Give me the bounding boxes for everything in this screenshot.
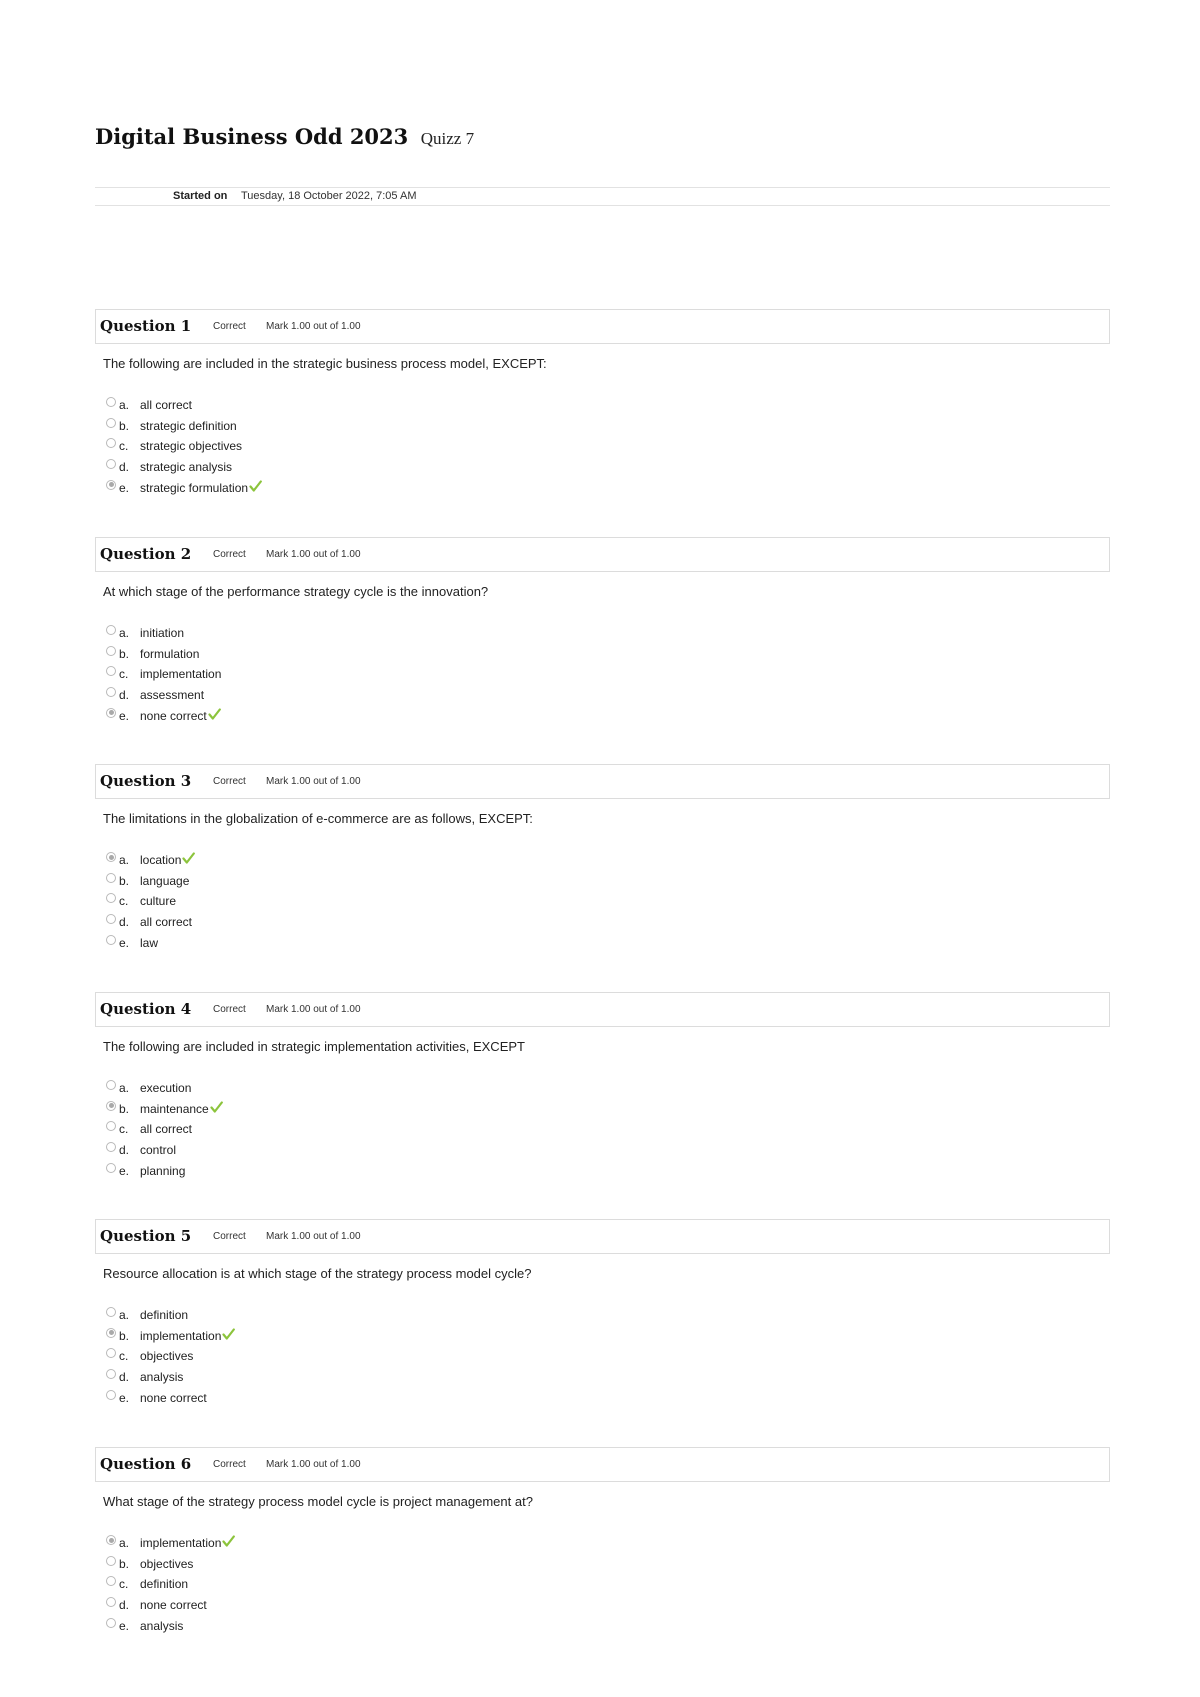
answer-list	[106, 1080, 506, 1183]
question-mark: Mark 1.00 out of 1.00	[266, 549, 361, 560]
question-info-bar	[95, 992, 1110, 1027]
answer-option[interactable]	[106, 1307, 506, 1328]
answer-radio[interactable]	[106, 1390, 116, 1400]
answer-text: all correct	[140, 915, 193, 930]
answer-text: objectives	[140, 1349, 194, 1364]
started-on-label: Started on	[173, 190, 228, 202]
answer-text-wrap	[140, 1576, 188, 1592]
answer-text-wrap	[140, 1369, 183, 1385]
answer-letter: b.	[119, 873, 130, 888]
answer-text: strategic analysis	[140, 460, 233, 475]
answer-text-wrap	[140, 852, 195, 868]
answer-radio[interactable]	[106, 687, 116, 697]
answer-option[interactable]	[106, 893, 506, 914]
answer-radio[interactable]	[106, 873, 116, 883]
answer-text: implementation	[140, 1536, 222, 1550]
answer-text-wrap	[140, 1080, 191, 1096]
question-mark: Mark 1.00 out of 1.00	[266, 1231, 361, 1242]
answer-radio[interactable]	[106, 1618, 116, 1628]
answer-text-wrap	[140, 1307, 188, 1323]
question-number: Question 4	[100, 1000, 192, 1018]
answer-radio[interactable]	[106, 625, 116, 635]
answer-text-wrap	[140, 1328, 235, 1344]
answer-option[interactable]	[106, 1597, 506, 1618]
answer-letter: c.	[119, 1122, 129, 1137]
question-text: The following are included in strategic implementation activities, EXCEPT	[103, 1039, 525, 1054]
question-block	[95, 992, 1110, 1212]
question-block	[95, 1447, 1110, 1667]
answer-text: strategic objectives	[140, 439, 243, 454]
question-mark: Mark 1.00 out of 1.00	[266, 1004, 361, 1015]
question-info-bar	[95, 764, 1110, 799]
answer-text: strategic definition	[140, 418, 237, 433]
answer-option[interactable]	[106, 646, 506, 667]
answer-radio[interactable]	[106, 1369, 116, 1379]
answer-text-wrap	[140, 418, 237, 434]
answer-letter: e.	[119, 935, 130, 950]
answer-text: objectives	[140, 1556, 194, 1571]
question-text: Resource allocation is at which stage of the strategy process model cycle?	[103, 1266, 532, 1281]
answer-radio[interactable]	[106, 914, 116, 924]
correct-check-icon	[208, 708, 221, 721]
question-state: Correct	[213, 1004, 246, 1015]
answer-text: formulation	[140, 646, 200, 661]
question-info-bar	[95, 1219, 1110, 1254]
answer-text: control	[140, 1143, 177, 1158]
answer-option[interactable]	[106, 873, 506, 894]
answer-letter: c.	[119, 667, 129, 682]
answer-text: definition	[140, 1308, 189, 1322]
answer-radio[interactable]	[106, 1163, 116, 1173]
question-number: Question 3	[100, 772, 192, 790]
answer-option[interactable]	[106, 1328, 506, 1349]
correct-check-icon	[249, 480, 262, 493]
answer-text-wrap	[140, 893, 176, 909]
answer-text-wrap	[140, 480, 262, 496]
answer-list	[106, 852, 506, 955]
answer-radio[interactable]	[106, 480, 116, 490]
answer-radio[interactable]	[106, 397, 116, 407]
answer-option[interactable]	[106, 852, 506, 873]
answer-text: language	[140, 873, 190, 888]
answer-text-wrap	[140, 1142, 176, 1158]
answer-letter: e.	[119, 1618, 130, 1633]
answer-radio[interactable]	[106, 1597, 116, 1607]
answer-text: all correct	[140, 398, 193, 412]
question-text: The following are included in the strategic business process model, EXCEPT:	[103, 356, 547, 371]
answer-option[interactable]	[106, 438, 506, 459]
answer-text: analysis	[140, 1618, 184, 1633]
answer-list	[106, 625, 506, 728]
answer-text: implementation	[140, 667, 222, 682]
answer-text: location	[140, 853, 182, 867]
question-number: Question 5	[100, 1227, 192, 1245]
answer-option[interactable]	[106, 1348, 506, 1369]
answer-text-wrap	[140, 1348, 193, 1364]
answer-radio[interactable]	[106, 893, 116, 903]
question-state: Correct	[213, 321, 246, 332]
answer-letter: c.	[119, 894, 129, 909]
correct-check-icon	[222, 1535, 235, 1548]
answer-letter: c.	[119, 1577, 129, 1592]
answer-text-wrap	[140, 666, 221, 682]
answer-letter: d.	[119, 1598, 130, 1613]
answer-text: none correct	[140, 708, 207, 723]
answer-text-wrap	[140, 1597, 207, 1613]
question-state: Correct	[213, 1459, 246, 1470]
answer-letter: d.	[119, 1143, 130, 1158]
answer-text-wrap	[140, 873, 189, 889]
answer-text-wrap	[140, 687, 204, 703]
answer-radio[interactable]	[106, 666, 116, 676]
answer-text: analysis	[140, 1370, 184, 1385]
answer-radio[interactable]	[106, 935, 116, 945]
answer-text-wrap	[140, 625, 184, 641]
answer-option[interactable]	[106, 1142, 506, 1163]
answer-radio[interactable]	[106, 646, 116, 656]
answer-option[interactable]	[106, 1121, 506, 1142]
answer-text: definition	[140, 1577, 189, 1592]
answer-option[interactable]	[106, 625, 506, 646]
question-info-bar	[95, 537, 1110, 572]
answer-text-wrap	[140, 1556, 193, 1572]
quiz-name: Quizz 7	[420, 129, 475, 148]
answer-option[interactable]	[106, 1163, 506, 1184]
answer-option[interactable]	[106, 1576, 506, 1597]
answer-text-wrap	[140, 935, 158, 951]
question-text: At which stage of the performance strategy cycle is the innovation?	[103, 584, 489, 599]
answer-letter: d.	[119, 688, 130, 703]
answer-radio[interactable]	[106, 1576, 116, 1586]
course-title: Digital Business Odd 2023	[95, 124, 409, 149]
question-number: Question 2	[100, 545, 192, 563]
answer-text: initiation	[140, 626, 185, 640]
correct-check-icon	[182, 852, 195, 865]
question-info-bar	[95, 309, 1110, 344]
answer-text-wrap	[140, 1101, 223, 1117]
answer-text-wrap	[140, 459, 232, 475]
answer-text: culture	[140, 894, 177, 909]
answer-list	[106, 1307, 506, 1410]
answer-letter: a.	[119, 1081, 130, 1095]
question-number: Question 6	[100, 1455, 192, 1473]
answer-letter: a.	[119, 853, 130, 867]
answer-letter: c.	[119, 439, 129, 454]
answer-option[interactable]	[106, 1101, 506, 1122]
question-mark: Mark 1.00 out of 1.00	[266, 321, 361, 332]
answer-radio[interactable]	[106, 1556, 116, 1566]
answer-list	[106, 397, 506, 500]
answer-text: law	[140, 935, 159, 950]
answer-letter: c.	[119, 1349, 129, 1364]
started-on-value: Tuesday, 18 October 2022, 7:05 AM	[241, 190, 417, 202]
answer-letter: a.	[119, 1536, 130, 1550]
answer-radio[interactable]	[106, 1348, 116, 1358]
answer-text: none correct	[140, 1598, 207, 1613]
question-info-bar	[95, 1447, 1110, 1482]
answer-text: none correct	[140, 1390, 207, 1405]
answer-radio[interactable]	[106, 852, 116, 862]
answer-text-wrap	[140, 1618, 183, 1634]
answer-letter: a.	[119, 626, 130, 640]
answer-option[interactable]	[106, 708, 506, 729]
answer-letter: e.	[119, 708, 130, 723]
question-text: The limitations in the globalization of e-commerce are as follows, EXCEPT:	[103, 811, 533, 826]
answer-text: maintenance	[140, 1101, 209, 1116]
answer-option[interactable]	[106, 418, 506, 439]
answer-letter: b.	[119, 1328, 130, 1343]
answer-radio[interactable]	[106, 1121, 116, 1131]
answer-radio[interactable]	[106, 1535, 116, 1545]
answer-radio[interactable]	[106, 1080, 116, 1090]
answer-text: assessment	[140, 688, 205, 703]
answer-letter: e.	[119, 480, 130, 495]
answer-text-wrap	[140, 1121, 192, 1137]
answer-letter: d.	[119, 915, 130, 930]
answer-letter: a.	[119, 398, 130, 412]
question-mark: Mark 1.00 out of 1.00	[266, 1459, 361, 1470]
answer-text-wrap	[140, 1163, 185, 1179]
answer-radio[interactable]	[106, 459, 116, 469]
question-state: Correct	[213, 549, 246, 560]
answer-option[interactable]	[106, 666, 506, 687]
question-number: Question 1	[100, 317, 192, 335]
answer-option[interactable]	[106, 914, 506, 935]
answer-option[interactable]	[106, 480, 506, 501]
answer-radio[interactable]	[106, 1142, 116, 1152]
answer-letter: d.	[119, 460, 130, 475]
question-block	[95, 764, 1110, 984]
question-block	[95, 309, 1110, 529]
answer-option[interactable]	[106, 459, 506, 480]
answer-text-wrap	[140, 708, 221, 724]
answer-letter: a.	[119, 1308, 130, 1322]
answer-text-wrap	[140, 1390, 207, 1406]
answer-list	[106, 1535, 506, 1638]
answer-text-wrap	[140, 646, 199, 662]
question-block	[95, 537, 1110, 757]
answer-radio[interactable]	[106, 438, 116, 448]
answer-option[interactable]	[106, 1618, 506, 1639]
answer-radio[interactable]	[106, 1307, 116, 1317]
answer-letter: b.	[119, 418, 130, 433]
answer-text-wrap	[140, 914, 192, 930]
question-state: Correct	[213, 776, 246, 787]
answer-letter: b.	[119, 1101, 130, 1116]
answer-option[interactable]	[106, 1080, 506, 1101]
answer-option[interactable]	[106, 397, 506, 418]
question-text: What stage of the strategy process model cycle is project management at?	[103, 1494, 533, 1509]
answer-letter: d.	[119, 1370, 130, 1385]
answer-text-wrap	[140, 1535, 235, 1551]
answer-text-wrap	[140, 397, 192, 413]
answer-option[interactable]	[106, 1369, 506, 1390]
answer-letter: b.	[119, 1556, 130, 1571]
answer-letter: e.	[119, 1163, 130, 1178]
answer-option[interactable]	[106, 1535, 506, 1556]
answer-option[interactable]	[106, 935, 506, 956]
answer-radio[interactable]	[106, 708, 116, 718]
answer-text: strategic formulation	[140, 480, 249, 495]
answer-text-wrap	[140, 438, 242, 454]
answer-option[interactable]	[106, 687, 506, 708]
answer-text: implementation	[140, 1328, 222, 1343]
correct-check-icon	[222, 1328, 235, 1341]
answer-option[interactable]	[106, 1390, 506, 1411]
answer-text: all correct	[140, 1122, 193, 1137]
answer-radio[interactable]	[106, 1101, 116, 1111]
answer-letter: b.	[119, 646, 130, 661]
answer-option[interactable]	[106, 1556, 506, 1577]
correct-check-icon	[210, 1101, 223, 1114]
question-mark: Mark 1.00 out of 1.00	[266, 776, 361, 787]
page-header	[95, 124, 474, 149]
answer-text: planning	[140, 1163, 186, 1178]
answer-text: execution	[140, 1081, 192, 1095]
question-state: Correct	[213, 1231, 246, 1242]
attempt-summary-table	[95, 187, 1110, 206]
answer-radio[interactable]	[106, 1328, 116, 1338]
answer-radio[interactable]	[106, 418, 116, 428]
answer-letter: e.	[119, 1390, 130, 1405]
question-block	[95, 1219, 1110, 1439]
